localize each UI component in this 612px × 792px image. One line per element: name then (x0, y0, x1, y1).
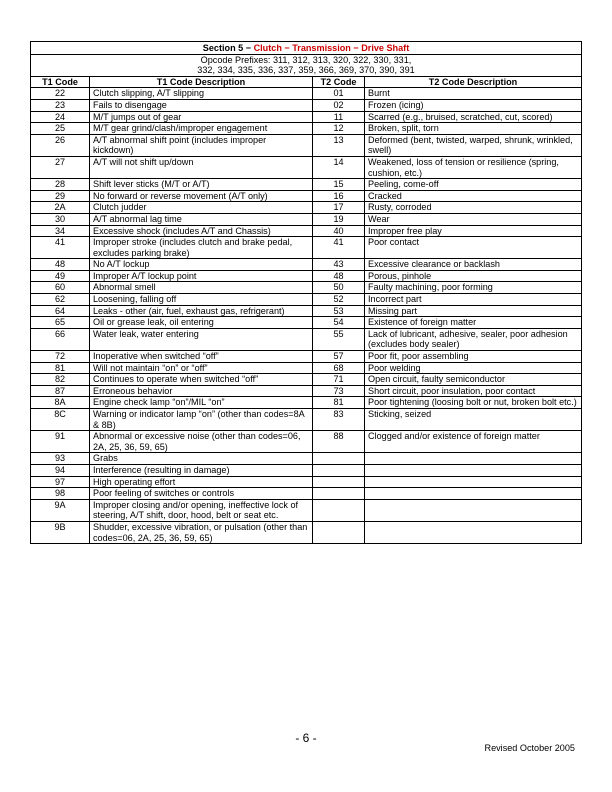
t2-code-cell: 57 (313, 351, 365, 363)
table-row (31, 134, 582, 156)
t1-code-cell: 30 (31, 213, 90, 225)
table-row (31, 259, 582, 271)
table-row (31, 397, 582, 409)
t1-code-cell: 48 (31, 259, 90, 271)
t2-code-cell: 81 (313, 397, 365, 409)
t2-code-cell: 19 (313, 213, 365, 225)
t1-code-cell: 26 (31, 134, 90, 156)
t2-description-cell: Poor fit, poor assembling (365, 351, 582, 363)
t2-code-cell: 48 (313, 270, 365, 282)
t2-description-cell: Scarred (e.g., bruised, scratched, cut, scored) (365, 111, 582, 123)
t1-description-cell: Shudder, excessive vibration, or pulsation (other than codes=06, 2A, 25, 36, 59, 65) (90, 521, 313, 543)
t2-description-cell: Existence of foreign matter (365, 317, 582, 329)
table-row (31, 225, 582, 237)
section-title-row (31, 42, 582, 55)
t1-description-cell: Leaks - other (air, fuel, exhaust gas, refrigerant) (90, 305, 313, 317)
t1-description-cell: Improper stroke (includes clutch and brake pedal, excludes parking brake) (90, 237, 313, 259)
table-row (31, 213, 582, 225)
t1-code-cell: 91 (31, 431, 90, 453)
section-title (31, 42, 582, 55)
t1-description-cell: Excessive shock (includes A/T and Chassis) (90, 225, 313, 237)
table-row (31, 409, 582, 431)
t1-code-cell: 49 (31, 270, 90, 282)
revision-date: Revised October 2005 (484, 743, 575, 753)
t1-description-cell: Grabs (90, 453, 313, 465)
t1-description-cell: High operating effort (90, 476, 313, 488)
t2-description-cell (365, 488, 582, 500)
section-name: Clutch − Transmission − Drive Shaft (253, 43, 410, 53)
t1-code-cell: 97 (31, 476, 90, 488)
t2-description-cell (365, 476, 582, 488)
t1-code-cell: 24 (31, 111, 90, 123)
t2-description-cell: Burnt (365, 88, 582, 100)
t2-description-cell (365, 453, 582, 465)
t2-code-cell (313, 476, 365, 488)
table-row (31, 521, 582, 543)
table-row (31, 476, 582, 488)
t2-description-cell: Porous, pinhole (365, 270, 582, 282)
t2-description-cell: Poor contact (365, 237, 582, 259)
t2-code-cell: 16 (313, 190, 365, 202)
t1-code-cell: 8A (31, 397, 90, 409)
t1-description-cell: Abnormal smell (90, 282, 313, 294)
t2-code-cell: 17 (313, 202, 365, 214)
t2-code-cell (313, 464, 365, 476)
t2-code-cell: 73 (313, 385, 365, 397)
t1-code-cell: 29 (31, 190, 90, 202)
t1-description-cell: Clutch judder (90, 202, 313, 214)
t2-code-cell: 14 (313, 156, 365, 178)
t1-code-cell: 94 (31, 464, 90, 476)
page-number: - 6 - (295, 731, 317, 745)
column-header-row (31, 76, 582, 88)
t2-description-cell: Open circuit, faulty semiconductor (365, 374, 582, 386)
t1-description-cell: Continues to operate when switched “off” (90, 374, 313, 386)
t1-code-cell: 82 (31, 374, 90, 386)
t1-code-cell: 9A (31, 499, 90, 521)
t2-description-cell: Faulty machining, poor forming (365, 282, 582, 294)
t2-description-cell (365, 499, 582, 521)
t2-code-cell: 88 (313, 431, 365, 453)
t2-code-cell: 40 (313, 225, 365, 237)
table-row (31, 328, 582, 350)
table-row (31, 385, 582, 397)
t2-code-cell: 43 (313, 259, 365, 271)
t2-code-cell: 12 (313, 123, 365, 135)
t1-description-cell: Shift lever sticks (M/T or A/T) (90, 179, 313, 191)
t1-description-cell: Abnormal or excessive noise (other than codes=06, 2A, 25, 36, 59, 65) (90, 431, 313, 453)
t1-code-cell: 27 (31, 156, 90, 178)
t1-description-cell: A/T abnormal shift point (includes improper kickdown) (90, 134, 313, 156)
opcode-prefixes-line-1: Opcode Prefixes: 311, 312, 313, 320, 322, 330, 331, (200, 54, 412, 65)
t1-description-cell: Warning or indicator lamp “on” (other than codes=8A & 8B) (90, 409, 313, 431)
t1-description-cell: M/T gear grind/clash/improper engagement (90, 123, 313, 135)
table-row (31, 499, 582, 521)
t2-code-cell: 01 (313, 88, 365, 100)
t1-code-header: T1 Code (31, 76, 90, 88)
t1-code-cell: 65 (31, 317, 90, 329)
t2-description-cell: Deformed (bent, twisted, warped, shrunk, wrinkled, swell) (365, 134, 582, 156)
t1-code-cell: 66 (31, 328, 90, 350)
table-row (31, 156, 582, 178)
t1-description-cell: Loosening, falling off (90, 294, 313, 306)
opcode-prefixes (31, 54, 582, 76)
t1-code-cell: 23 (31, 99, 90, 111)
t1-description-cell: Oil or grease leak, oil entering (90, 317, 313, 329)
t2-code-cell: 52 (313, 294, 365, 306)
t1-code-cell: 9B (31, 521, 90, 543)
t2-description-cell: Cracked (365, 190, 582, 202)
t2-description-cell: Wear (365, 213, 582, 225)
table-row (31, 351, 582, 363)
t1-description-cell: Improper A/T lockup point (90, 270, 313, 282)
t1-code-cell: 28 (31, 179, 90, 191)
t2-code-header: T2 Code (313, 76, 365, 88)
table-row (31, 294, 582, 306)
t2-code-cell: 71 (313, 374, 365, 386)
t1-code-cell: 41 (31, 237, 90, 259)
codes-table (30, 41, 582, 544)
t1-description-cell: Water leak, water entering (90, 328, 313, 350)
t1-description-cell: Engine check lamp “on”/MIL “on” (90, 397, 313, 409)
table-row (31, 202, 582, 214)
t2-code-cell (313, 488, 365, 500)
t1-description-cell: Interference (resulting in damage) (90, 464, 313, 476)
table-row (31, 488, 582, 500)
opcode-prefixes-line-2: 332, 334, 335, 336, 337, 359, 366, 369, 370, 390, 391 (197, 65, 415, 76)
t1-code-cell: 98 (31, 488, 90, 500)
t2-code-cell: 15 (313, 179, 365, 191)
code-rows (31, 88, 582, 544)
t2-description-cell: Missing part (365, 305, 582, 317)
table-row (31, 88, 582, 100)
table-row (31, 111, 582, 123)
t1-description-cell: Fails to disengage (90, 99, 313, 111)
t2-code-cell: 55 (313, 328, 365, 350)
table-row (31, 282, 582, 294)
t2-description-cell: Poor tightening (loosing bolt or nut, broken bolt etc.) (365, 397, 582, 409)
t2-code-cell: 02 (313, 99, 365, 111)
table-row (31, 453, 582, 465)
t2-description-cell: Broken, split, torn (365, 123, 582, 135)
table-row (31, 362, 582, 374)
table-row (31, 305, 582, 317)
table-row (31, 317, 582, 329)
t1-description-cell: Clutch slipping, A/T slipping (90, 88, 313, 100)
t2-code-cell: 53 (313, 305, 365, 317)
t1-code-cell: 62 (31, 294, 90, 306)
t2-description-cell: Improper free play (365, 225, 582, 237)
t2-description-cell: Short circuit, poor insulation, poor contact (365, 385, 582, 397)
table-row (31, 179, 582, 191)
t1-code-cell: 93 (31, 453, 90, 465)
t1-code-cell: 72 (31, 351, 90, 363)
t1-description-cell: Inoperative when switched “off” (90, 351, 313, 363)
t1-code-cell: 60 (31, 282, 90, 294)
t1-code-cell: 34 (31, 225, 90, 237)
t2-description-cell: Clogged and/or existence of foreign matter (365, 431, 582, 453)
t2-code-cell: 13 (313, 134, 365, 156)
t2-description-cell: Poor welding (365, 362, 582, 374)
t2-code-cell (313, 453, 365, 465)
t1-description-cell: A/T will not shift up/down (90, 156, 313, 178)
t1-code-cell: 64 (31, 305, 90, 317)
t1-description-cell: M/T jumps out of gear (90, 111, 313, 123)
table-row (31, 190, 582, 202)
t2-code-cell: 54 (313, 317, 365, 329)
table-row (31, 237, 582, 259)
table-row (31, 270, 582, 282)
opcode-prefixes-row (31, 54, 582, 76)
t2-description-cell: Incorrect part (365, 294, 582, 306)
t1-description-cell: Will not maintain “on” or “off” (90, 362, 313, 374)
t1-description-cell: Poor feeling of switches or controls (90, 488, 313, 500)
table-row (31, 99, 582, 111)
t1-code-cell: 25 (31, 123, 90, 135)
t2-code-cell: 68 (313, 362, 365, 374)
t1-code-cell: 22 (31, 88, 90, 100)
t2-code-cell (313, 521, 365, 543)
t2-description-cell: Peeling, come-off (365, 179, 582, 191)
t1-description-cell: No A/T lockup (90, 259, 313, 271)
t2-code-cell: 11 (313, 111, 365, 123)
t1-code-cell: 2A (31, 202, 90, 214)
t1-code-cell: 8C (31, 409, 90, 431)
t2-description-header: T2 Code Description (365, 76, 582, 88)
table-row (31, 374, 582, 386)
table-row (31, 123, 582, 135)
table-row (31, 431, 582, 453)
t2-code-cell: 83 (313, 409, 365, 431)
t2-code-cell: 50 (313, 282, 365, 294)
t2-description-cell: Lack of lubricant, adhesive, sealer, poor adhesion (excludes body sealer) (365, 328, 582, 350)
t2-code-cell (313, 499, 365, 521)
t2-description-cell: Frozen (icing) (365, 99, 582, 111)
section-prefix: Section 5 − (202, 43, 254, 53)
t1-description-cell: Erroneous behavior (90, 385, 313, 397)
t2-code-cell: 41 (313, 237, 365, 259)
t1-description-header: T1 Code Description (90, 76, 313, 88)
t1-description-cell: No forward or reverse movement (A/T only) (90, 190, 313, 202)
t2-description-cell (365, 521, 582, 543)
t1-code-cell: 87 (31, 385, 90, 397)
t2-description-cell: Rusty, corroded (365, 202, 582, 214)
t2-description-cell: Sticking, seized (365, 409, 582, 431)
t1-code-cell: 81 (31, 362, 90, 374)
t2-description-cell: Excessive clearance or backlash (365, 259, 582, 271)
t1-description-cell: A/T abnormal lag time (90, 213, 313, 225)
table-row (31, 464, 582, 476)
t1-description-cell: Improper closing and/or opening, ineffective lock of steering, A/T shift, door, hood, belt or seat etc. (90, 499, 313, 521)
t2-description-cell: Weakened, loss of tension or resilience (spring, cushion, etc.) (365, 156, 582, 178)
t2-description-cell (365, 464, 582, 476)
